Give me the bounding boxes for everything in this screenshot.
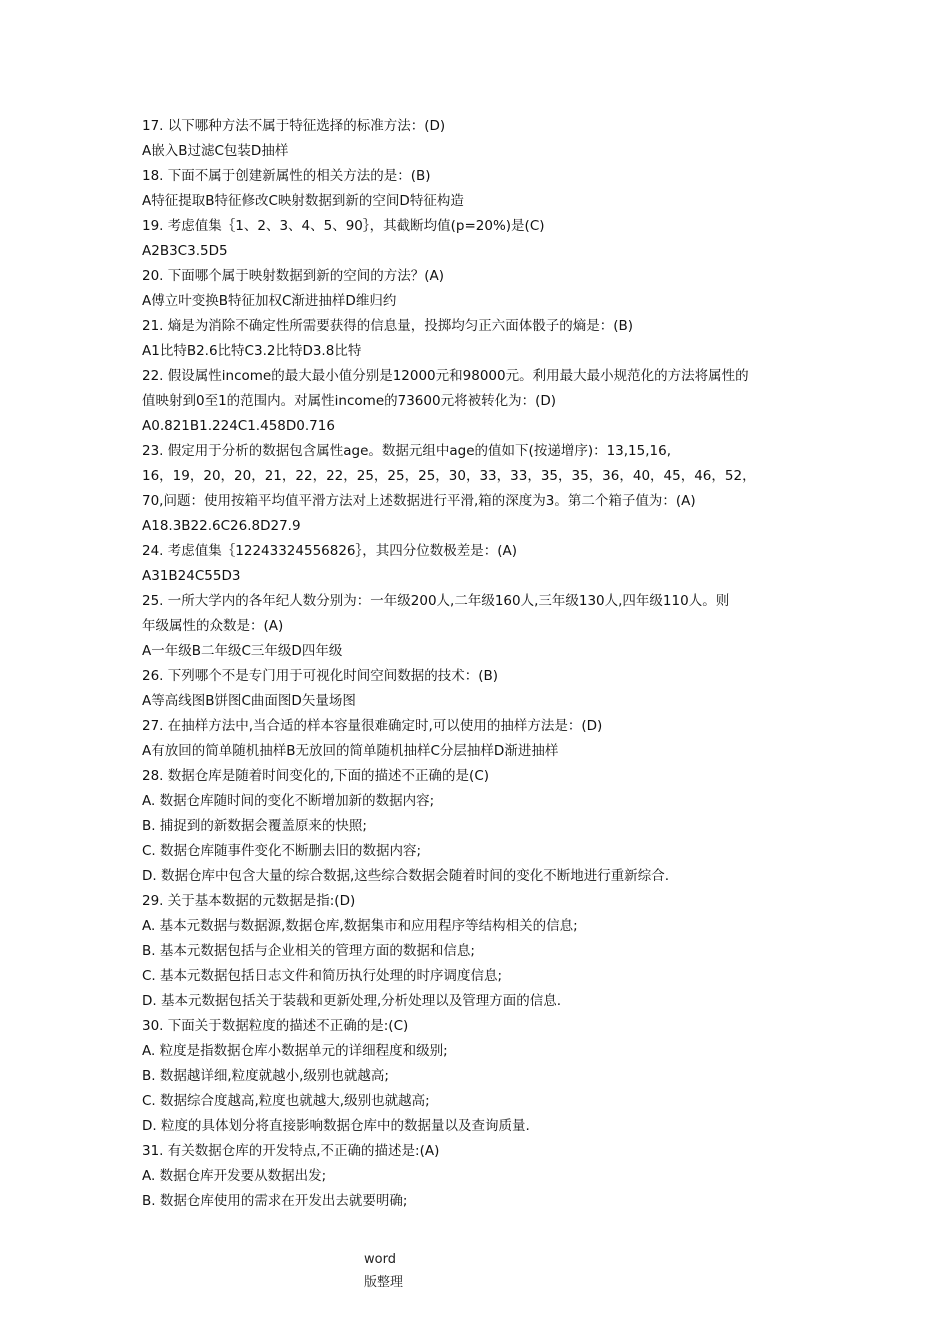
text-line: A. 粒度是指数据仓库小数据单元的详细程度和级别;	[142, 1043, 448, 1059]
text-line: C. 数据综合度越高,粒度也就越大,级别也就越高;	[142, 1093, 430, 1109]
text-line: 18. 下面不属于创建新属性的相关方法的是：(B)	[142, 168, 431, 184]
text-line: 19. 考虑值集｛1、2、3、4、5、90｝，其截断均值(p=20%)是(C)	[142, 218, 545, 234]
text-line: 27. 在抽样方法中,当合适的样本容量很难确定时,可以使用的抽样方法是：(D)	[142, 718, 603, 734]
text-line: A18.3B22.6C26.8D27.9	[142, 518, 301, 534]
text-line: A等高线图B饼图C曲面图D矢量场图	[142, 693, 356, 709]
footer-word-label: word	[364, 1252, 396, 1267]
text-line: B. 数据仓库使用的需求在开发出去就要明确;	[142, 1193, 408, 1209]
footer-edition-label: 版整理	[364, 1275, 404, 1290]
text-line: A. 数据仓库随时间的变化不断增加新的数据内容;	[142, 793, 435, 809]
text-line: B. 数据越详细,粒度就越小,级别也就越高;	[142, 1068, 389, 1084]
text-line: A. 基本元数据与数据源,数据仓库,数据集市和应用程序等结构相关的信息;	[142, 918, 578, 934]
text-line: A. 数据仓库开发要从数据出发;	[142, 1168, 327, 1184]
text-line: A2B3C3.5D5	[142, 243, 228, 259]
text-line: 29. 关于基本数据的元数据是指:(D)	[142, 893, 356, 909]
text-line: 17. 以下哪种方法不属于特征选择的标准方法：(D)	[142, 118, 446, 134]
text-line: 21. 熵是为消除不确定性所需要获得的信息量，投掷均匀正六面体骰子的熵是：(B)	[142, 318, 634, 334]
text-line: D. 基本元数据包括关于装载和更新处理,分析处理以及管理方面的信息.	[142, 993, 562, 1009]
text-line: 23. 假定用于分析的数据包含属性age。数据元组中age的值如下(按递增序)：13,15,16,	[142, 443, 671, 459]
text-line: 16，19，20，20，21，22，22，25，25，25，30，33，33，35，35，36，40，45，46，52，	[142, 468, 756, 484]
document-body	[142, 114, 822, 1214]
text-line: B. 捕捉到的新数据会覆盖原来的快照;	[142, 818, 367, 834]
text-line: 20. 下面哪个属于映射数据到新的空间的方法？(A)	[142, 268, 445, 284]
text-line: C. 数据仓库随事件变化不断删去旧的数据内容;	[142, 843, 422, 859]
text-line: 30. 下面关于数据粒度的描述不正确的是:(C)	[142, 1018, 409, 1034]
text-line: A0.821B1.224C1.458D0.716	[142, 418, 335, 434]
text-line: 70,问题：使用按箱平均值平滑方法对上述数据进行平滑,箱的深度为3。第二个箱子值为：(A)	[142, 493, 696, 509]
text-line: 22. 假设属性income的最大最小值分别是12000元和98000元。利用最大最小规范化的方法将属性的	[142, 368, 749, 384]
text-line: A傅立叶变换B特征加权C渐进抽样D维归约	[142, 293, 397, 309]
text-line: A嵌入B过滤C包装D抽样	[142, 143, 289, 159]
text-line: 值映射到0至1的范围内。对属性income的73600元将被转化为：(D)	[142, 393, 556, 409]
text-line: D. 粒度的具体划分将直接影响数据仓库中的数据量以及查询质量.	[142, 1118, 530, 1134]
text-line: C. 基本元数据包括日志文件和简历执行处理的时序调度信息;	[142, 968, 503, 984]
text-line: A一年级B二年级C三年级D四年级	[142, 643, 343, 659]
text-line: D. 数据仓库中包含大量的综合数据,这些综合数据会随着时间的变化不断地进行重新综合.	[142, 868, 670, 884]
text-line: A有放回的简单随机抽样B无放回的简单随机抽样C分层抽样D渐进抽样	[142, 743, 559, 759]
text-line: A1比特B2.6比特C3.2比特D3.8比特	[142, 343, 362, 359]
text-line: 24. 考虑值集｛12243324556826｝，其四分位数极差是：(A)	[142, 543, 518, 559]
text-line: 26. 下列哪个不是专门用于可视化时间空间数据的技术：(B)	[142, 668, 499, 684]
text-line: 25. 一所大学内的各年纪人数分别为：一年级200人,二年级160人,三年级130人,四年级110人。则	[142, 593, 730, 609]
text-line: A特征提取B特征修改C映射数据到新的空间D特征构造	[142, 193, 464, 209]
text-line: B. 基本元数据包括与企业相关的管理方面的数据和信息;	[142, 943, 475, 959]
text-line: 年级属性的众数是：(A)	[142, 618, 284, 634]
text-line: 31. 有关数据仓库的开发特点,不正确的描述是:(A)	[142, 1143, 440, 1159]
text-line: 28. 数据仓库是随着时间变化的,下面的描述不正确的是(C)	[142, 768, 490, 784]
text-line: A31B24C55D3	[142, 568, 241, 584]
